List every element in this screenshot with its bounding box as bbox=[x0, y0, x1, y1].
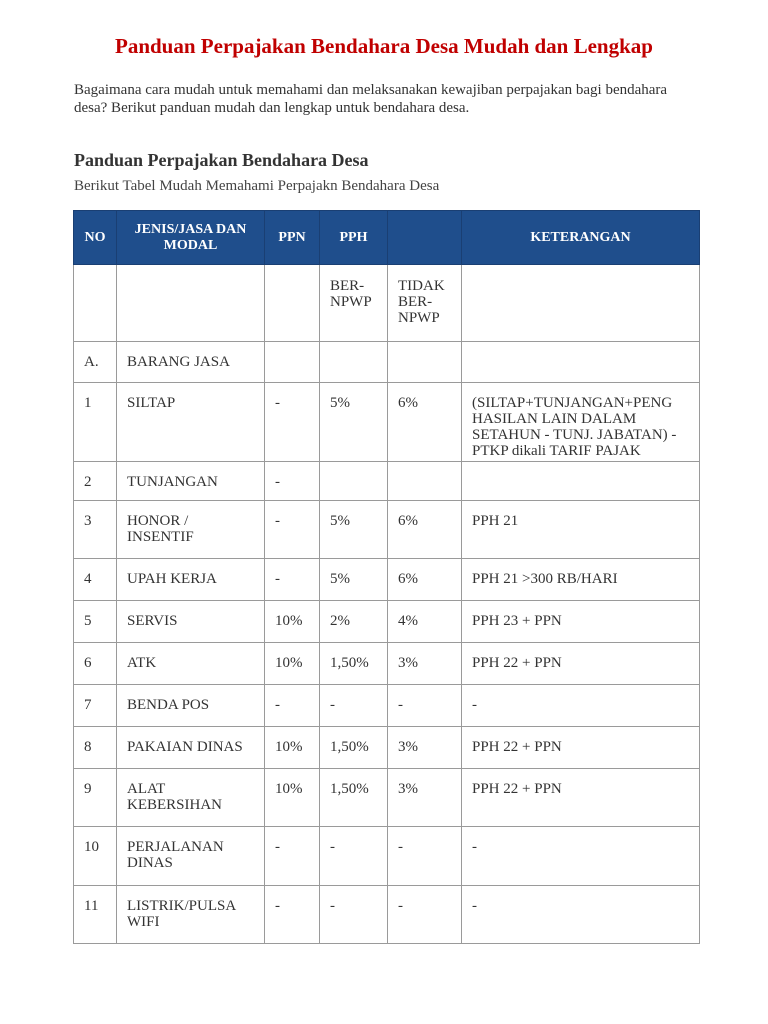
cell-ber-npwp: 2% bbox=[320, 601, 388, 643]
cell-keterangan: PPH 22 + PPN bbox=[462, 643, 700, 685]
table-cell bbox=[462, 342, 700, 383]
table-header-row bbox=[74, 211, 700, 265]
cell-ber-npwp: - bbox=[320, 827, 388, 886]
cell-ber-npwp: 5% bbox=[320, 559, 388, 601]
cell-keterangan: (SILTAP+TUNJANGAN+PENG HASILAN LAIN DALAM SETAHUN - TUNJ. JABATAN) - PTKP dikali TARIF PAJAK bbox=[462, 383, 700, 462]
cell-keterangan: PPH 21 >300 RB/HARI bbox=[462, 559, 700, 601]
table-row bbox=[74, 383, 700, 462]
cell-ber-npwp: 1,50% bbox=[320, 769, 388, 827]
cell-no: 7 bbox=[74, 685, 117, 727]
cell-tidak-ber-npwp bbox=[388, 462, 462, 501]
cell-ber-npwp: 5% bbox=[320, 383, 388, 462]
cell-jenis: BENDA POS bbox=[117, 685, 265, 727]
cell-tidak-ber-npwp: 6% bbox=[388, 383, 462, 462]
table-row bbox=[74, 501, 700, 559]
cell-ppn: - bbox=[265, 685, 320, 727]
cell-tidak-ber-npwp: - bbox=[388, 886, 462, 944]
cell-no: 6 bbox=[74, 643, 117, 685]
table-row bbox=[74, 643, 700, 685]
section-no: A. bbox=[74, 342, 117, 383]
tax-table bbox=[73, 210, 700, 944]
cell-jenis: UPAH KERJA bbox=[117, 559, 265, 601]
table-row bbox=[74, 462, 700, 501]
table-row bbox=[74, 685, 700, 727]
cell-tidak-ber-npwp: 3% bbox=[388, 727, 462, 769]
cell-no: 9 bbox=[74, 769, 117, 827]
cell-no: 2 bbox=[74, 462, 117, 501]
table-caption: Berikut Tabel Mudah Memahami Perpajakn Bendahara Desa bbox=[74, 178, 440, 194]
cell-no: 5 bbox=[74, 601, 117, 643]
cell-keterangan: PPH 21 bbox=[462, 501, 700, 559]
header-no: NO bbox=[74, 211, 117, 265]
section-heading: Panduan Perpajakan Bendahara Desa bbox=[74, 150, 369, 170]
table-row bbox=[74, 727, 700, 769]
cell-jenis: ALAT KEBERSIHAN bbox=[117, 769, 265, 827]
table-cell bbox=[265, 265, 320, 342]
cell-keterangan: PPH 22 + PPN bbox=[462, 769, 700, 827]
cell-ber-npwp: - bbox=[320, 886, 388, 944]
cell-tidak-ber-npwp: 3% bbox=[388, 643, 462, 685]
cell-no: 8 bbox=[74, 727, 117, 769]
cell-ppn: - bbox=[265, 886, 320, 944]
cell-tidak-ber-npwp: 6% bbox=[388, 559, 462, 601]
cell-jenis: SERVIS bbox=[117, 601, 265, 643]
cell-no: 11 bbox=[74, 886, 117, 944]
cell-keterangan: - bbox=[462, 886, 700, 944]
cell-ber-npwp bbox=[320, 462, 388, 501]
page-title: Panduan Perpajakan Bendahara Desa Mudah dan Lengkap bbox=[115, 34, 653, 58]
intro-paragraph: Bagaimana cara mudah untuk memahami dan melaksanakan kewajiban perpajakan bagi bendahara desa? Berikut panduan mudah dan lengkap untuk bendahara desa. bbox=[74, 82, 668, 116]
cell-jenis: LISTRIK/PULSA WIFI bbox=[117, 886, 265, 944]
table-subheader-row bbox=[74, 265, 700, 342]
cell-ppn: - bbox=[265, 462, 320, 501]
table-row bbox=[74, 601, 700, 643]
cell-ber-npwp: 5% bbox=[320, 501, 388, 559]
cell-tidak-ber-npwp: 4% bbox=[388, 601, 462, 643]
cell-jenis: ATK bbox=[117, 643, 265, 685]
table-cell bbox=[117, 265, 265, 342]
cell-ppn: - bbox=[265, 827, 320, 886]
cell-ber-npwp: - bbox=[320, 685, 388, 727]
cell-ppn: - bbox=[265, 559, 320, 601]
header-ppn: PPN bbox=[265, 211, 320, 265]
cell-jenis: SILTAP bbox=[117, 383, 265, 462]
cell-keterangan: - bbox=[462, 685, 700, 727]
cell-ppn: 10% bbox=[265, 727, 320, 769]
cell-ppn: - bbox=[265, 383, 320, 462]
cell-ber-npwp: 1,50% bbox=[320, 727, 388, 769]
cell-ppn: - bbox=[265, 501, 320, 559]
table-row bbox=[74, 886, 700, 944]
cell-no: 1 bbox=[74, 383, 117, 462]
cell-ber-npwp: 1,50% bbox=[320, 643, 388, 685]
cell-ppn: 10% bbox=[265, 643, 320, 685]
cell-jenis: HONOR / INSENTIF bbox=[117, 501, 265, 559]
cell-no: 4 bbox=[74, 559, 117, 601]
section-label: BARANG JASA bbox=[117, 342, 265, 383]
cell-ppn: 10% bbox=[265, 769, 320, 827]
header-keterangan: KETERANGAN bbox=[462, 211, 700, 265]
table-cell bbox=[74, 265, 117, 342]
cell-ppn: 10% bbox=[265, 601, 320, 643]
cell-tidak-ber-npwp: - bbox=[388, 685, 462, 727]
cell-tidak-ber-npwp: 6% bbox=[388, 501, 462, 559]
cell-keterangan: - bbox=[462, 827, 700, 886]
header-blank bbox=[388, 211, 462, 265]
table-row bbox=[74, 827, 700, 886]
cell-no: 10 bbox=[74, 827, 117, 886]
cell-keterangan bbox=[462, 462, 700, 501]
table-row bbox=[74, 769, 700, 827]
cell-jenis: PAKAIAN DINAS bbox=[117, 727, 265, 769]
subheader-ber-npwp: BER-NPWP bbox=[320, 265, 388, 342]
cell-jenis: TUNJANGAN bbox=[117, 462, 265, 501]
cell-no: 3 bbox=[74, 501, 117, 559]
cell-jenis: PERJALANAN DINAS bbox=[117, 827, 265, 886]
header-jenis: JENIS/JASA DAN MODAL bbox=[117, 211, 265, 265]
table-row bbox=[74, 559, 700, 601]
table-cell bbox=[462, 265, 700, 342]
cell-keterangan: PPH 23 + PPN bbox=[462, 601, 700, 643]
table-cell bbox=[388, 342, 462, 383]
cell-keterangan: PPH 22 + PPN bbox=[462, 727, 700, 769]
table-cell bbox=[265, 342, 320, 383]
cell-tidak-ber-npwp: 3% bbox=[388, 769, 462, 827]
header-pph: PPH bbox=[320, 211, 388, 265]
table-cell bbox=[320, 342, 388, 383]
subheader-tidak-ber-npwp: TIDAK BER-NPWP bbox=[388, 265, 462, 342]
cell-tidak-ber-npwp: - bbox=[388, 827, 462, 886]
table-section-row bbox=[74, 342, 700, 383]
